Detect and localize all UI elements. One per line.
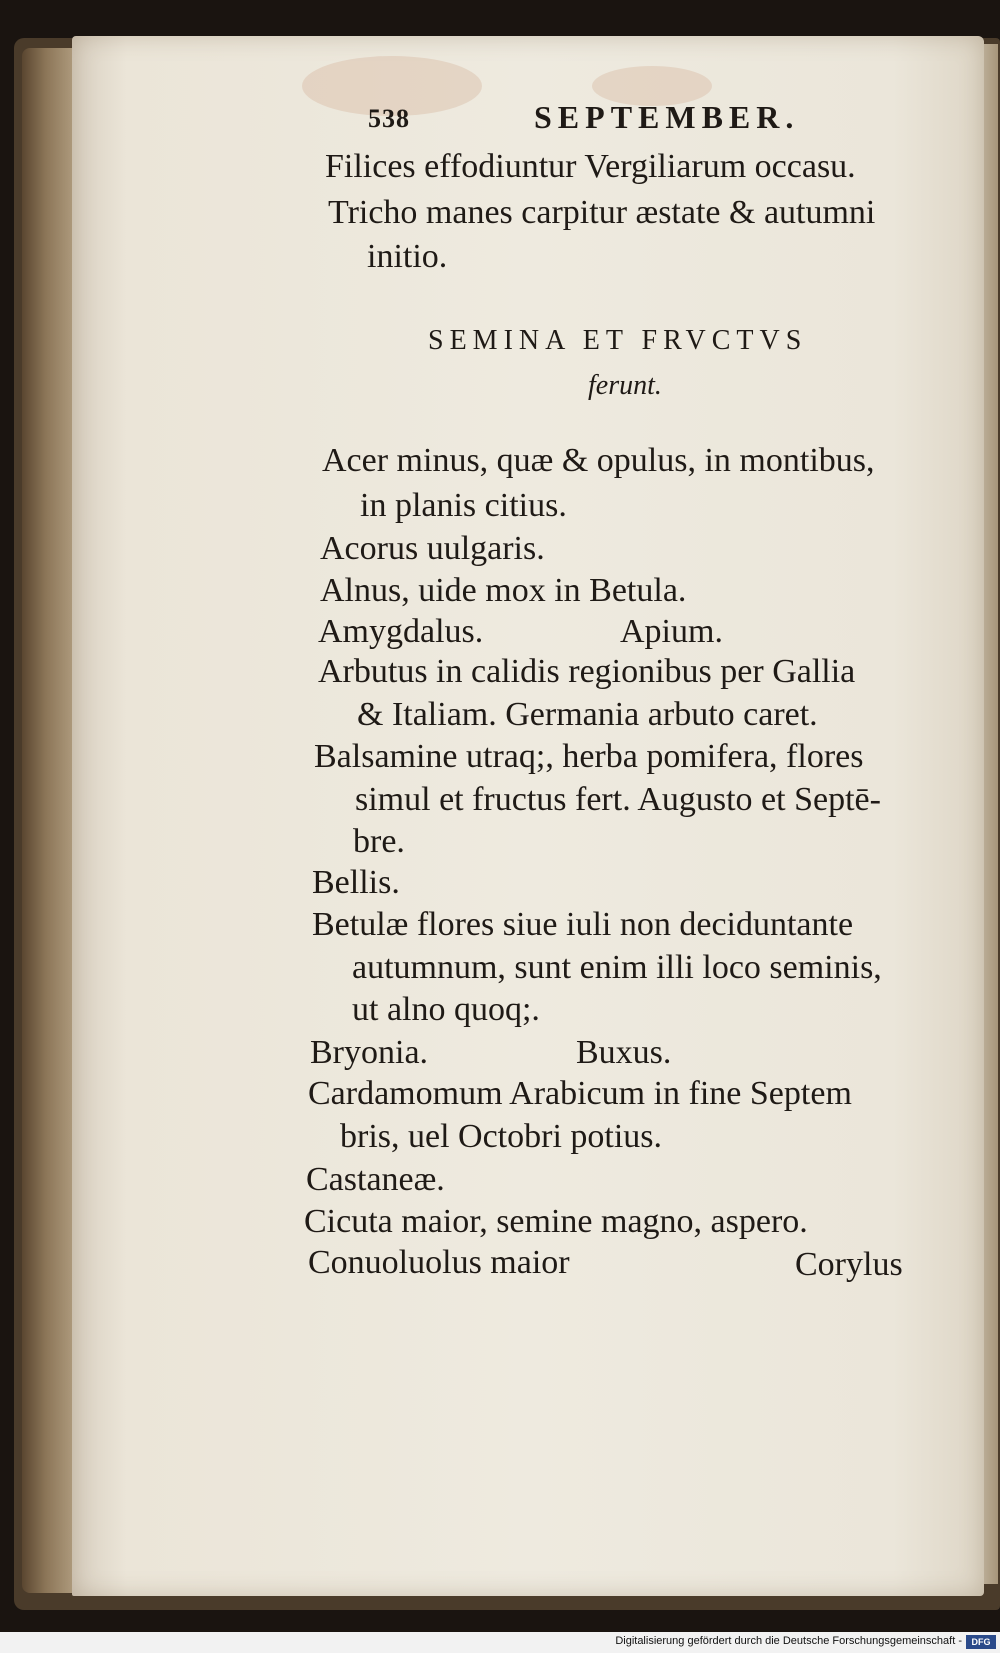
- section-heading: SEMINA ET FRVCTVS: [428, 325, 808, 356]
- entry-line: in planis citius.: [360, 487, 567, 524]
- entry-line: Conuoluolus maior: [308, 1244, 570, 1281]
- entry-line: simul et fructus fert. Augusto et Septē-: [355, 781, 881, 818]
- footer-credit: Digitalisierung gefördert durch die Deutsche Forschungsgemeinschaft -: [615, 1635, 962, 1647]
- entry-line: Buxus.: [576, 1034, 672, 1071]
- page-number: 538: [368, 104, 410, 133]
- entry-line: Castaneæ.: [306, 1161, 445, 1198]
- entry-line: ut alno quoq;.: [352, 991, 540, 1028]
- section-heading-sub: ferunt.: [588, 370, 662, 401]
- entry-line: Arbutus in calidis regionibus per Gallia: [318, 653, 856, 690]
- entry-line: Corylus: [795, 1246, 903, 1283]
- entry-line: Bryonia.: [310, 1034, 429, 1071]
- entry-line: autumnum, sunt enim illi loco seminis,: [352, 949, 882, 986]
- entry-line: bris, uel Octobri potius.: [340, 1118, 663, 1155]
- entry-line: Alnus, uide mox in Betula.: [320, 572, 687, 609]
- text-line: Filices effodiuntur Vergiliarum occasu.: [325, 148, 856, 185]
- entry-line: Acorus uulgaris.: [320, 530, 545, 567]
- entry-line: Amygdalus.: [318, 613, 484, 650]
- text-line: initio.: [367, 238, 448, 275]
- dfg-logo: DFG: [966, 1635, 996, 1649]
- entry-line: Balsamine utraq;, herba pomifera, flores: [314, 738, 864, 775]
- entry-line: Betulæ flores siue iuli non deciduntante: [312, 906, 854, 943]
- entry-line: & Italiam. Germania arbuto caret.: [357, 696, 818, 733]
- entry-line: bre.: [353, 823, 405, 860]
- running-head: SEPTEMBER.: [534, 99, 800, 135]
- entry-line: Apium.: [620, 613, 723, 650]
- entry-line: Cardamomum Arabicum in fine Septem: [308, 1075, 852, 1112]
- footer-bar: [0, 1632, 1000, 1653]
- entry-line: Acer minus, quæ & opulus, in montibus,: [322, 442, 875, 479]
- entry-line: Cicuta maior, semine magno, aspero.: [304, 1203, 808, 1240]
- entry-line: Bellis.: [312, 864, 400, 901]
- text-line: Tricho manes carpitur æstate & autumni: [328, 194, 876, 231]
